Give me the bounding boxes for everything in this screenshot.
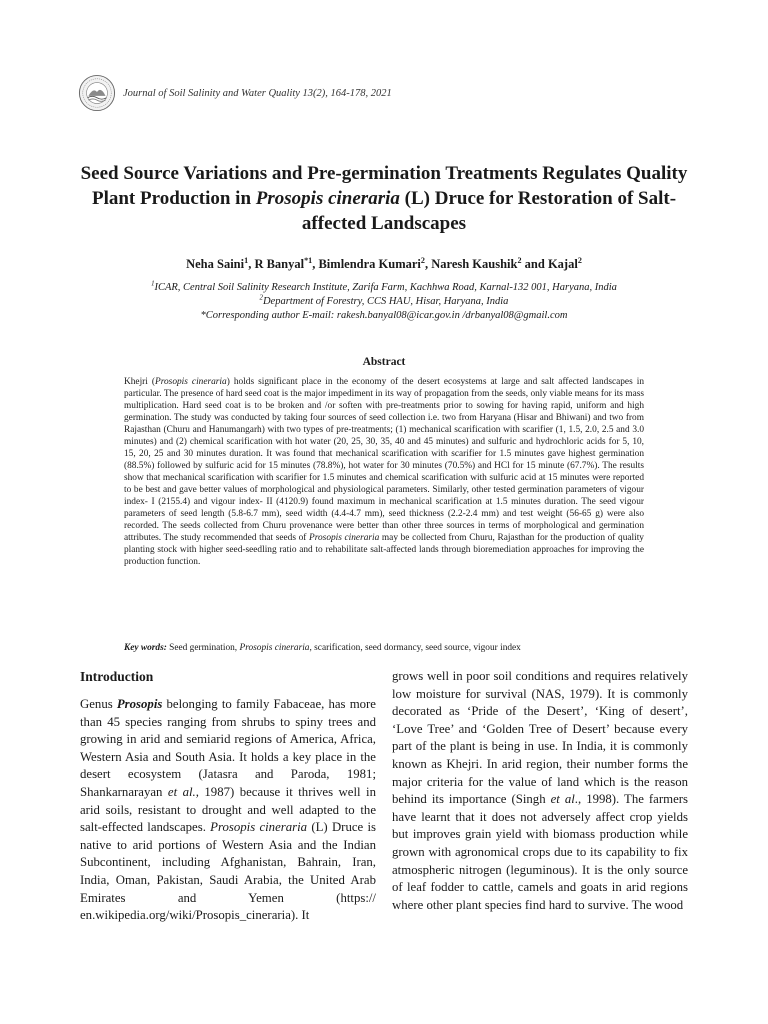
author: R Banyal	[254, 257, 305, 271]
title-species: Prosopis cineraria	[255, 188, 400, 209]
author: Naresh Kaushik	[431, 257, 518, 271]
author: Kajal	[547, 257, 578, 271]
affiliation-1: $^1$ICAR, Central Soil Salinity Research Institute, Zarifa Farm, Kachhwa Road, Karnal-132 001, Haryana, India	[151, 280, 617, 293]
body-column-right	[392, 668, 688, 914]
introduction-heading: Introduction	[80, 669, 154, 684]
abstract-heading: Abstract	[362, 356, 406, 368]
keywords: Key words: Seed germination, Prosopis cineraria, scarification, seed dormancy, seed source, vigour index	[124, 643, 521, 653]
affiliations	[60, 281, 708, 323]
author: Bimlendra Kumari	[318, 257, 421, 271]
journal-citation: Journal of Soil Salinity and Water Quality 13(2), 164-178, 2021	[123, 87, 392, 99]
journal-logo-icon	[78, 74, 116, 112]
paper-title: Seed Source Variations and Pre-germination Treatments Regulates Quality Plant Production in Prosopis cineraria (L) Druce for Restoration of Salt- affected Landscapes	[80, 163, 688, 234]
author: Neha Saini	[186, 257, 245, 271]
body-column-left	[80, 668, 376, 925]
introduction-paragraph: Genus Prosopis belonging to family Fabaceae, has more than 45 species ranging from shrubs to spiny trees and growing in arid and semiarid regions of America, Africa, Western Asia and South Asia. It holds a key place in the desert ecosystem (Jatasra and Paroda, 1981; Shankarnarayan et al., 1987) because it thrives well in arid soils, resistant to drought and well adapted to the salt-effected landscapes. Prosopis cineraria (L) Druce is native to arid portions of Western Asia and the Indian Subcontinent, including Afghanistan, Bahrain, Iran, India, Oman, Pakistan, Saudi Arabia, the United Arab Emirates and Yemen (https:// en.wikipedia.org/wiki/Prosopis_cineraria). It	[80, 697, 376, 923]
corresponding-author: *Corresponding author E-mail: rakesh.banyal08@icar.gov.in /drbanyal08@gmail.com	[200, 310, 568, 321]
affiliation-2: $^2$Department of Forestry, CCS HAU, Hisar, Haryana, India	[259, 294, 509, 307]
introduction-paragraph-continued: grows well in poor soil conditions and requires relatively low moisture for survival (NAS, 1979). It is commonly decorated as ‘Pride of the Desert’, ‘King of desert’, ‘Love Tree’ and ‘Golden Tree of Desert’ because every part of the plant is being in use. In India, it is commonly known as Khejri. In arid region, their number forms the major criteria for the value of land which is the reason behind its importance (Singh et al., 1998). The farmers have learnt that it does not adversely affect crop yields but improves grain yield with biomass production while grown with agronomical crops due to its capability to fix atmospheric nitrogen (leguminous). It is the only source of leaf fodder to cattle, camels and goats in arid regions where other plant species find hard to survive. The wood	[392, 669, 688, 912]
abstract-text: Khejri (Prosopis cineraria) holds significant place in the economy of the desert ecosystems at large and salt affected landscapes in particular. The presence of hard seed coat is the major impediment in its way of propagation from the seeds, only viable means for its mass multiplication. Hard seed coat is to be broken and /or soften with pre-treatments prior to sowing for having rapid, uniform and high germination. The study was conducted by taking four sources of seed collection i.e. two from Haryana (Hisar and Bhiwani) and two from Rajasthan (Churu and Hanumangarh) with two types of pre-treatments; (1) mechanical scarification with scarifier (1, 1.5, 2.0, 2.5 and 3.0 minutes) and (2) chemical scarification with hot water (20, 25, 30, 35, 40 and 45 minutes) and sulfuric and hydrochloric acids for 5, 10, 15, 20, 25 and 30 minutes duration. It was found that mechanical scarification with scarifier for 1.5 minutes gave highest germination (88.5%) followed by sulfuric acid for 15 minutes (78.8%), hot water for 30 minutes (70.5%) and HCl for 15 minute (67.7%). The results show that mechanical scarification with scarifier for 1.5 minutes and chemical scarification with sulfuric acid at 15 minutes were reported to be best and gave better values of morphological and physiological parameters. Similarly, other tested germination parameters of vigour index- I (2155.4) and vigour index- II (4120.9) found maximum in mechanical scarification at 1.5 minutes duration. The seed vigour parameters of seed length (5.8-6.7 mm), seed width (4.4-4.7 mm), seed thickness (2.2-2.4 mm) and test weight (56-65 g) were also recorded. The seeds collected from Churu provenance were better than other three sources in terms of morphological and germination attributes. The study recommended that seeds of Prosopis cineraria may be collected from Churu, Rajasthan for the production of quality planting stock with higher seed-seedling ratio and to rehabilitate salt-affected lands through bioremediation approaches for improving the production function.	[124, 377, 644, 567]
journal-header	[78, 74, 392, 112]
author-list: Neha Saini$^1$, R Banyal$^{*1}$, Bimlendra Kumari$^2$, Naresh Kaushik$^2$ and Kajal$^2$	[186, 255, 582, 271]
